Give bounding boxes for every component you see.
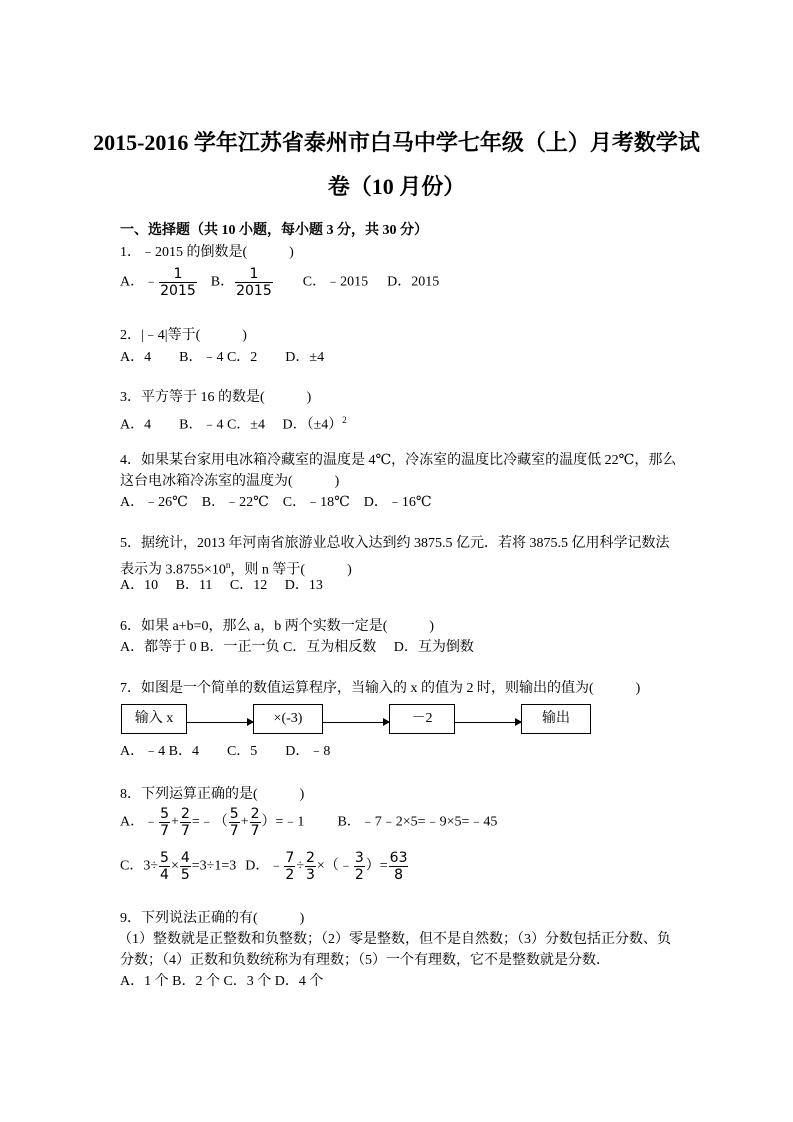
question-5-options: A．10 B．11 C．12 D．13 (120, 578, 323, 593)
question-2-options: A．4 B．﹣4 C．2 D．±4 (120, 350, 325, 365)
fraction (284, 850, 295, 883)
numerator: 5 (160, 806, 170, 822)
question-9-statements-1: （1）整数就是正整数和负整数；（2）零是整数，但不是自然数；（3）分数包括正分数、负 (118, 932, 671, 947)
question-3-options (120, 411, 347, 435)
question-8-stem: 8．下列运算正确的是( ) (120, 787, 305, 802)
q8-d-mid: ×（﹣ (316, 858, 353, 874)
flow-box-input: 输入 x (121, 704, 187, 734)
fraction (159, 850, 170, 883)
fraction (354, 850, 365, 883)
numerator: 4 (180, 850, 190, 866)
question-6-options: A．都等于 0 B．一正一负 C．互为相反数 D．互为倒数 (120, 640, 474, 655)
question-1-options (120, 266, 439, 299)
operator: × (170, 858, 179, 874)
flow-box-subtract: －2 (389, 704, 455, 734)
denominator: 3 (306, 867, 315, 883)
page-title-line-1: 2015-2016 学年江苏省泰州市白马中学七年级（上）月考数学试 (93, 130, 700, 155)
flow-arrow-3 (455, 722, 521, 723)
question-7-options: A．﹣4 B．4 C．5 D．﹣8 (120, 744, 331, 759)
q1-option-c: C．﹣2015 (302, 274, 369, 290)
q1-option-a-fraction (159, 266, 197, 299)
numerator: 63 (389, 850, 408, 866)
numerator: 2 (180, 806, 190, 822)
question-2-stem: 2．|﹣4|等于( ) (120, 328, 247, 343)
flow-arrow-2 (323, 722, 389, 723)
fraction (159, 806, 170, 839)
denominator: 2015 (160, 283, 196, 299)
numerator: 5 (160, 850, 169, 866)
numerator: 1 (235, 266, 273, 283)
q8-c-prefix: C．3÷ (120, 858, 159, 874)
q8-a-mid: =﹣（ (191, 814, 228, 830)
q1-option-d: D．2015 (387, 274, 440, 290)
fraction (229, 806, 240, 839)
question-8-options-cd (120, 850, 409, 883)
q8-a-prefix: A．﹣ (120, 814, 159, 830)
question-6-stem: 6．如果 a+b=0，那么 a，b 两个实数一定是( ) (120, 619, 435, 634)
operator: + (171, 814, 179, 830)
section-heading: 一、选择题（共 10 小题，每小题 3 分，共 30 分） (120, 223, 428, 238)
numerator: 7 (285, 850, 295, 866)
question-4-stem-cont: 这台电冰箱冷冻室的温度为( ) (120, 474, 340, 489)
denominator: 7 (160, 823, 170, 839)
denominator: 2015 (236, 283, 272, 299)
numerator: 3 (354, 850, 364, 866)
question-1-stem: 1．﹣2015 的倒数是( ) (120, 245, 294, 260)
numerator: 2 (250, 806, 260, 822)
denominator: 7 (180, 823, 190, 839)
numerator: 5 (229, 806, 239, 822)
denominator: 2 (354, 867, 364, 883)
operator: ÷ (296, 858, 304, 874)
denominator: 8 (394, 867, 404, 883)
q1-option-b-fraction (235, 266, 273, 299)
q8-a-post: ）=﹣1 (261, 814, 305, 830)
q5-exponent: n (225, 560, 231, 570)
question-3-stem: 3．平方等于 16 的数是( ) (120, 390, 312, 405)
q1-option-a-prefix: A．﹣ (120, 274, 159, 290)
q8-option-b: B．﹣7﹣2×5=﹣9×5=﹣45 (337, 814, 498, 830)
denominator: 2 (285, 867, 295, 883)
numerator: 2 (306, 850, 315, 866)
q3-superscript: 2 (342, 415, 347, 425)
denominator: 4 (160, 867, 169, 883)
fraction (305, 850, 316, 883)
question-7-stem: 7．如图是一个简单的数值运算程序，当输入的 x 的值为 2 时，则输出的值为( ) (120, 681, 641, 696)
q3-options-text: A．4 B．﹣4 C．±4 D．（±4） (120, 417, 343, 433)
page-title-line-2: 卷（10 月份） (327, 174, 466, 199)
fraction (180, 806, 191, 839)
q1-option-b-prefix: B． (210, 274, 235, 290)
question-9-options: A．1 个 B．2 个 C．3 个 D．4 个 (120, 974, 324, 989)
denominator: 5 (180, 867, 190, 883)
question-4-options: A．﹣26℃ B．﹣22℃ C．﹣18℃ D．﹣16℃ (120, 495, 432, 510)
flow-arrow-1 (187, 722, 253, 723)
fraction (180, 850, 191, 883)
flow-box-multiply: ×(-3) (253, 704, 323, 734)
flow-box-output: 输出 (521, 704, 591, 734)
q5-stem-part-a: 表示为 3.8755×10 (120, 562, 226, 578)
q5-stem-part-b: ，则 n 等于( ) (230, 562, 352, 578)
question-9-stem: 9．下列说法正确的有( ) (120, 911, 305, 926)
fraction (250, 806, 261, 839)
fraction (389, 850, 409, 883)
denominator: 7 (229, 823, 239, 839)
question-9-statements-2: 分数；（4）正数和负数统称为有理数；（5）一个有理数，它不是整数就是分数． (120, 953, 610, 968)
numerator: 1 (159, 266, 197, 283)
q8-c-post: =3÷1=3 (191, 858, 237, 874)
question-4-stem: 4．如果某台家用电冰箱冷藏室的温度是 4℃，冷冻室的温度比冷藏室的温度低 22℃，那么 (120, 453, 677, 468)
q8-d-prefix: D．﹣ (245, 858, 284, 874)
operator: + (240, 814, 249, 830)
question-8-options-ab (120, 806, 497, 839)
question-5-stem: 5．据统计，2013 年河南省旅游业总收入达到约 3875.5 亿元．若将 3875.5 亿用科学记数法 (120, 536, 670, 551)
denominator: 7 (250, 823, 260, 839)
q8-d-post: ）= (365, 858, 388, 874)
